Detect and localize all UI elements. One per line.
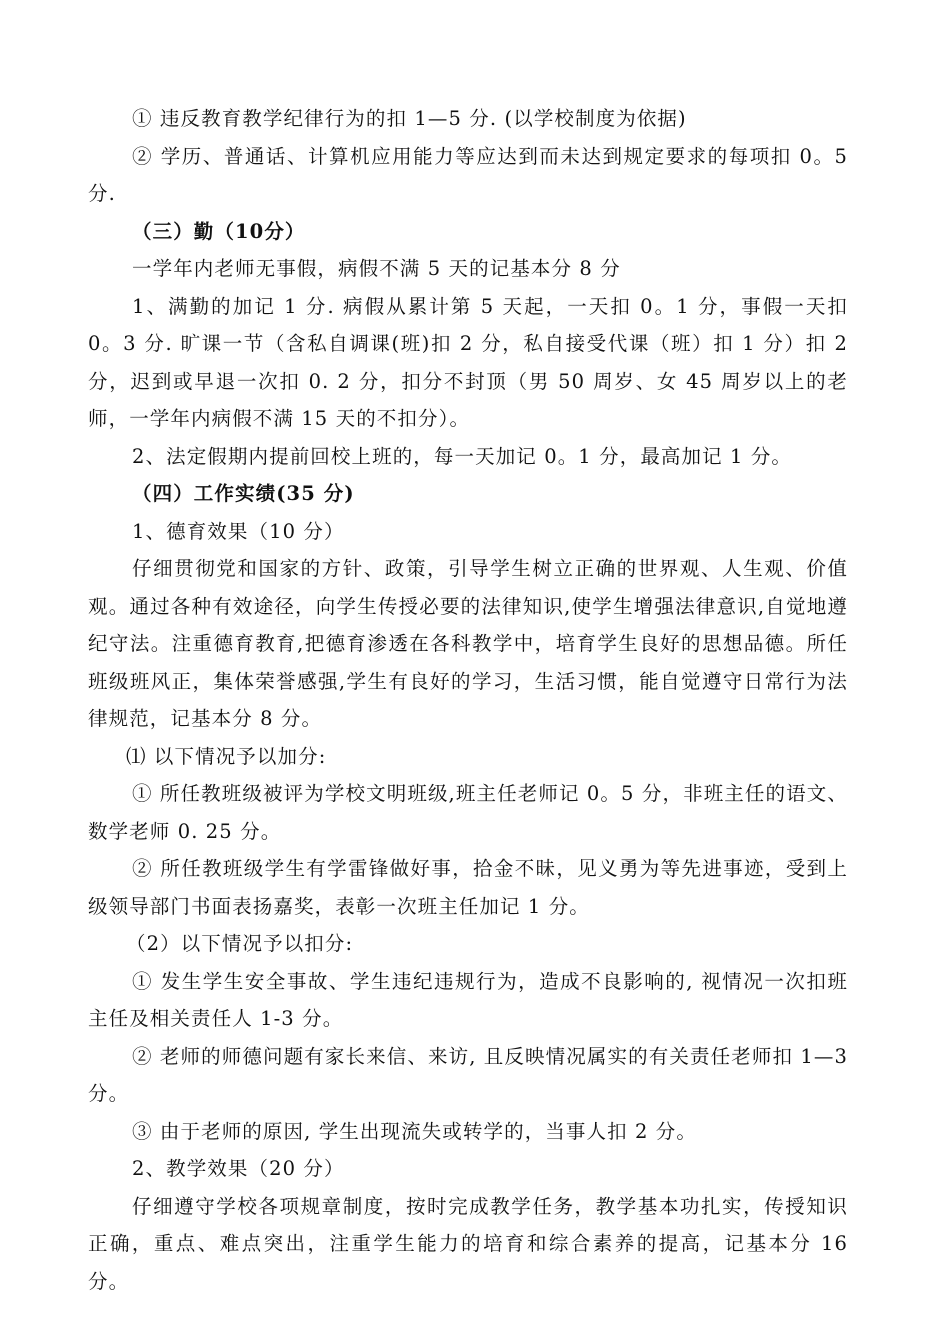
document-body [88,100,848,1300]
paragraph-3: 一学年内老师无事假，病假不满 5 天的记基本分 8 分 [132,257,621,280]
subheading-teaching-effect: 2、教学效果（20 分） [132,1157,345,1180]
subheading-bonus: ⑴ 以下情况予以加分: [126,744,327,768]
section-heading-attendance: （三）勤（10分） [132,219,306,243]
paragraph-8: ② 所任教班级学生有学雷锋做好事，拾金不昧，见义勇为等先进事迹，受到上级领导部门书面表扬嘉奖，表彰一次班主任加记 1 分。 [88,857,848,918]
subheading-moral-education: 1、德育效果（10 分） [132,519,345,543]
paragraph-10: ② 老师的师德问题有家长来信、来访, 且反映情况属实的有关责任老师扣 1—3 分。 [88,1044,848,1105]
paragraph-11: ③ 由于老师的原因, 学生出现流失或转学的，当事人扣 2 分。 [132,1119,697,1143]
paragraph-9: ① 发生学生安全事故、学生违纪违规行为，造成不良影响的, 视情况一次扣班主任及相关责任人 1-3 分。 [88,969,848,1030]
paragraph-6: 仔细贯彻党和国家的方针、政策，引导学生树立正确的世界观、人生观、价值观。通过各种有效途径，向学生传授必要的法律知识,使学生增强法律意识,自觉地遵纪守法。注重德育教育,把德育渗透在各科教学中，培育学生良好的思想品德。所任班级班风正，集体荣誉感强,学生有良好的学习，生活习惯，能自觉遵守日常行为法律规范，记基本分 8 分。 [88,557,848,730]
subheading-deduction: （2）以下情况予以扣分: [126,932,354,955]
paragraph-5: 2、法定假期内提前回校上班的，每一天加记 0。1 分，最高加记 1 分。 [132,444,793,468]
paragraph-1: ① 违反教育教学纪律行为的扣 1—5 分. (以学校制度为依据) [132,107,687,130]
paragraph-4: 1、满勤的加记 1 分. 病假从累计第 5 天起，一天扣 0。1 分，事假一天扣 0。3 分. 旷课一节（含私自调课(班)扣 2 分，私自接受代课（班）扣 1 分）扣 2 分，迟到或早退一次扣 0. 2 分，扣分不封顶（男 50 周岁、女 45 周岁以上的老师，一学年内病假不满 15 天的不扣分）。 [88,294,848,430]
section-heading-performance: （四）工作实绩(35 分) [132,482,355,505]
paragraph-7: ① 所任教班级被评为学校文明班级,班主任老师记 0。5 分，非班主任的语文、数学老师 0. 25 分。 [88,782,848,843]
paragraph-2: ② 学历、普通话、计算机应用能力等应达到而未达到规定要求的每项扣 0。5 分. [88,144,848,205]
paragraph-12: 仔细遵守学校各项规章制度，按时完成教学任务，教学基本功扎实，传授知识正确，重点、难点突出，注重学生能力的培育和综合素养的提高，记基本分 16 分。 [88,1194,848,1293]
